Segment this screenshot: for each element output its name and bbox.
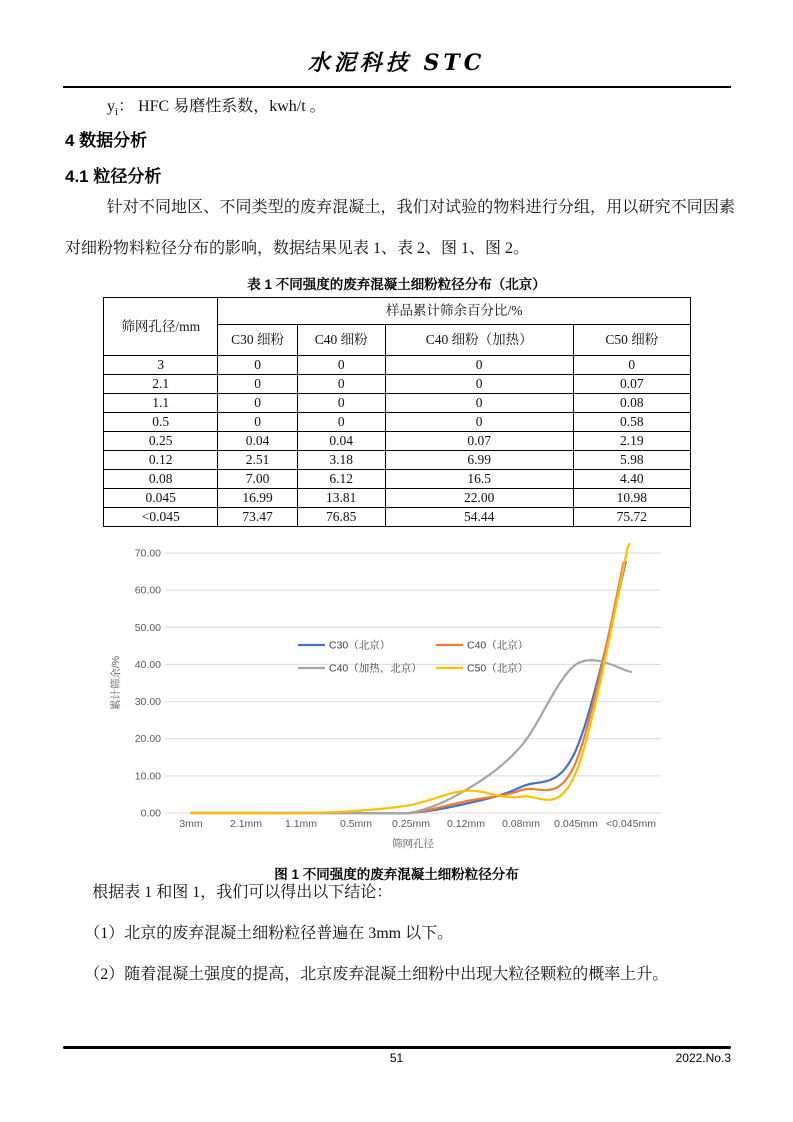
table-cell: 6.99 — [385, 451, 573, 470]
table-row — [104, 413, 691, 432]
table-cell: 0.12 — [104, 451, 218, 470]
y-tick-label: 50.00 — [134, 621, 161, 634]
journal-title: 水泥科技 STC — [307, 50, 486, 76]
table-cell: 73.47 — [218, 508, 297, 527]
intro-paragraph: 针对不同地区、不同类型的废弃混凝土，我们对试验的物料进行分组，用以研究不同因素对细粉物料粒径分布的影响，数据结果见表 1、表 2、图 1、图 2。 — [65, 199, 735, 257]
section-heading-4: 4 数据分析 — [65, 131, 148, 150]
table1-group-header: 样品累计筛余百分比/% — [218, 298, 691, 325]
table-row — [104, 470, 691, 489]
conclusions — [65, 872, 735, 995]
table-cell: 0 — [218, 413, 297, 432]
page-number: 51 — [389, 1051, 404, 1065]
table-cell: <0.045 — [104, 508, 218, 527]
variable-symbol: y — [107, 98, 115, 115]
conclusion-item-2: （2）随着混凝土强度的提高，北京废弃混凝土细粉中出现大粒径颗粒的概率上升。 — [84, 966, 669, 983]
table-row — [104, 489, 691, 508]
table-cell: 0 — [297, 413, 385, 432]
table-cell: 0.04 — [218, 432, 297, 451]
table-cell: 0 — [385, 356, 573, 375]
footer-rule — [63, 1046, 731, 1049]
table-cell: 0 — [297, 356, 385, 375]
conclusions-lead: 根据表 1 和图 1，我们可以得出以下结论： — [92, 884, 393, 901]
table1-col0-header: 筛网孔径/mm — [104, 298, 218, 356]
table1-body — [104, 356, 691, 527]
y-axis-title: 累计筛余/% — [110, 655, 122, 711]
figure1-chart — [105, 542, 680, 854]
table-cell: 54.44 — [385, 508, 573, 527]
table-cell: 0.08 — [104, 470, 218, 489]
table-cell: 0 — [218, 394, 297, 413]
x-tick-label: <0.045mm — [606, 818, 656, 830]
table-cell: 0.58 — [573, 413, 690, 432]
table-cell: 0.5 — [104, 413, 218, 432]
table-cell: 0.07 — [385, 432, 573, 451]
table-cell: 1.1 — [104, 394, 218, 413]
table-cell: 13.81 — [297, 489, 385, 508]
y-tick-label: 30.00 — [134, 696, 161, 709]
x-tick-label: 2.1mm — [229, 818, 263, 830]
table-cell: 0.07 — [573, 375, 690, 394]
table-cell: 0 — [297, 375, 385, 394]
x-tick-label: 1.1mm — [284, 818, 318, 830]
table-row — [104, 356, 691, 375]
table-cell: 0 — [573, 356, 690, 375]
table-cell: 0.25 — [104, 432, 218, 451]
y-tick-label: 0.00 — [140, 807, 161, 820]
variable-definition — [107, 93, 326, 118]
table-cell: 0.04 — [297, 432, 385, 451]
table1-caption: 表 1 不同强度的废弃混凝土细粉粒径分布（北京） — [247, 277, 546, 292]
table1-column-header: C50 细粉 — [573, 325, 690, 356]
table-cell: 3.18 — [297, 451, 385, 470]
table-row — [104, 394, 691, 413]
table-cell: 0 — [385, 413, 573, 432]
x-axis-title: 筛网孔径 — [392, 838, 434, 850]
y-tick-label: 20.00 — [134, 733, 161, 746]
table-cell: 16.5 — [385, 470, 573, 489]
table-cell: 7.00 — [218, 470, 297, 489]
variable-subscript: i — [115, 106, 119, 119]
conclusion-item-1: （1）北京的废弃混凝土细粉粒径普遍在 3mm 以下。 — [84, 925, 454, 942]
table1 — [103, 297, 691, 527]
x-tick-label: 0.25mm — [392, 818, 430, 830]
x-tick-label: 3mm — [179, 818, 203, 830]
table-cell: 0 — [218, 375, 297, 394]
table-cell: 2.1 — [104, 375, 218, 394]
figure1-caption: 图 1 不同强度的废弃混凝土细粉粒径分布 — [274, 867, 519, 882]
table-cell: 0 — [218, 356, 297, 375]
y-tick-label: 70.00 — [134, 547, 161, 560]
y-tick-label: 40.00 — [134, 658, 161, 671]
table-row — [104, 508, 691, 527]
table-cell: 0 — [385, 394, 573, 413]
table-cell: 76.85 — [297, 508, 385, 527]
table-cell: 22.00 — [385, 489, 573, 508]
section-heading-4-1: 4.1 粒径分析 — [65, 167, 162, 186]
table-cell: 0 — [385, 375, 573, 394]
table-cell: 3 — [104, 356, 218, 375]
x-tick-label: 0.08mm — [502, 818, 540, 830]
y-tick-label: 10.00 — [134, 770, 161, 783]
legend-label-c40: C40（北京） — [467, 639, 529, 652]
table-cell: 4.40 — [573, 470, 690, 489]
table-cell: 75.72 — [573, 508, 690, 527]
table-cell: 0.045 — [104, 489, 218, 508]
table-cell: 0 — [297, 394, 385, 413]
table1-column-header: C30 细粉 — [218, 325, 297, 356]
legend-label-c30: C30（北京） — [329, 639, 391, 652]
table-row — [104, 451, 691, 470]
issue-number: 2022.No.3 — [675, 1051, 731, 1065]
table1-head — [104, 298, 691, 356]
x-tick-label: 0.045mm — [554, 818, 598, 830]
table-row — [104, 375, 691, 394]
table-cell: 2.51 — [218, 451, 297, 470]
table-cell: 2.19 — [573, 432, 690, 451]
table-cell: 16.99 — [218, 489, 297, 508]
figure1 — [105, 542, 680, 854]
x-tick-label: 0.12mm — [447, 818, 485, 830]
header-rule — [63, 86, 731, 88]
table-cell: 0.08 — [573, 394, 690, 413]
table1-column-header: C40 细粉 — [297, 325, 385, 356]
legend-label-c40-heated: C40（加热、北京） — [329, 662, 422, 675]
table-cell: 6.12 — [297, 470, 385, 489]
table1-column-header: C40 细粉（加热） — [385, 325, 573, 356]
x-tick-label: 0.5mm — [339, 818, 373, 830]
table-row — [104, 432, 691, 451]
legend-label-c50: C50（北京） — [467, 662, 529, 675]
y-tick-label: 60.00 — [134, 584, 161, 597]
table-cell: 10.98 — [573, 489, 690, 508]
table-cell: 5.98 — [573, 451, 690, 470]
variable-description: ： HFC 易磨性系数，kwh/t 。 — [118, 98, 326, 115]
